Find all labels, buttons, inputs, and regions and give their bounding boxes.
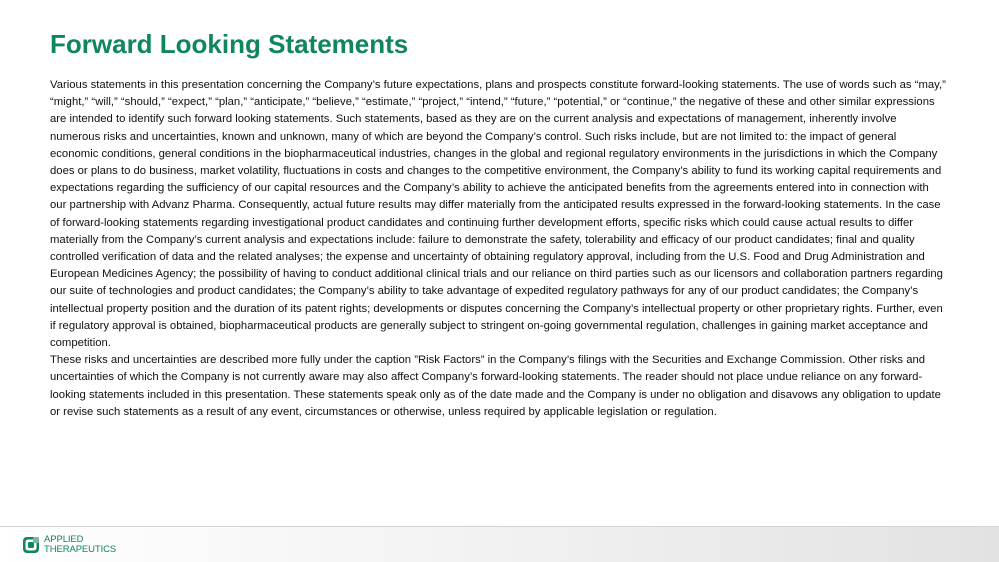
- disclaimer-paragraph: Various statements in this presentation concerning the Company’s future expectations, plans and prospects constitute forward-looking statements. The use of words such as “may,” “might,” “will,” “should,” “expect,” “plan,” “anticipate,” “believe,” “estimate,” “project,” “intend,” “future,” “potential,” or “continue,” the negative of these and other similar expressions are intended to identify such forward looking statements. Such statements, based as they are on the current analysis and expectations of management, inherently involve numerous risks and uncertainties, known and unknown, many of which are beyond the Company’s control. Such risks include, but are not limited to: the impact of general economic conditions, general conditions in the biopharmaceutical industries, changes in the global and regional regulatory environments in the jurisdictions in which the Company does or plans to do business, market volatility, fluctuations in costs and changes to the competitive environment, the Company’s ability to fund its working capital requirements and expectations regarding the sufficiency of our capital resources and the Company’s ability to achieve the anticipated benefits from the agreements entered into in connection with our partnership with Advanz Pharma. Consequently, actual future results may differ materially from the anticipated results expressed in the forward-looking statements. In the case of forward-looking statements regarding investigational product candidates and continuing further development efforts, specific risks which could cause actual results to differ materially from the Company’s current analysis and expectations include: failure to demonstrate the safety, tolerability and efficacy of our product candidates; final and quality controlled verification of data and the related analyses; the expense and uncertainty of obtaining regulatory approval, including from the U.S. Food and Drug Administration and European Medicines Agency; the possibility of having to conduct additional clinical trials and our reliance on third parties such as our licensors and collaboration partners regarding our suite of technologies and product candidates; the Company’s ability to take advantage of expedited regulatory pathways for any of our product candidates; the Company’s intellectual property position and the duration of its patent rights; developments or disputes concerning the Company’s intellectual property or other proprietary rights. Further, even if regulatory approval is obtained, biopharmaceutical products are generally subject to stringent on-going governmental regulation, challenges in gaining market acceptance and competition.: [50, 79, 946, 350]
- footer-bar: [0, 526, 999, 562]
- logo-wordmark: [44, 535, 116, 554]
- logo-text-line1: APPLIED: [44, 534, 84, 545]
- page-title: Forward Looking Statements: [50, 29, 409, 59]
- disclaimer-paragraph: These risks and uncertainties are described more fully under the caption ”Risk Factors” in the Company’s filings with the Securities and Exchange Commission. Other risks and uncertainties of which the Company is not currently aware may also affect Company’s forward-looking statements. The reader should not place undue reliance on any forward-looking statements included in this presentation. These statements speak only as of the date made and the Company is under no obligation and disavows any obligation to update or revise such statements as a result of any event, circumstances or otherwise, unless required by applicable legislation or regulation.: [50, 354, 941, 418]
- company-logo: [22, 535, 116, 554]
- logo-text-line2: THERAPEUTICS: [44, 543, 117, 555]
- applied-therapeutics-logo-icon: [22, 536, 40, 554]
- disclaimer-body: [50, 77, 947, 421]
